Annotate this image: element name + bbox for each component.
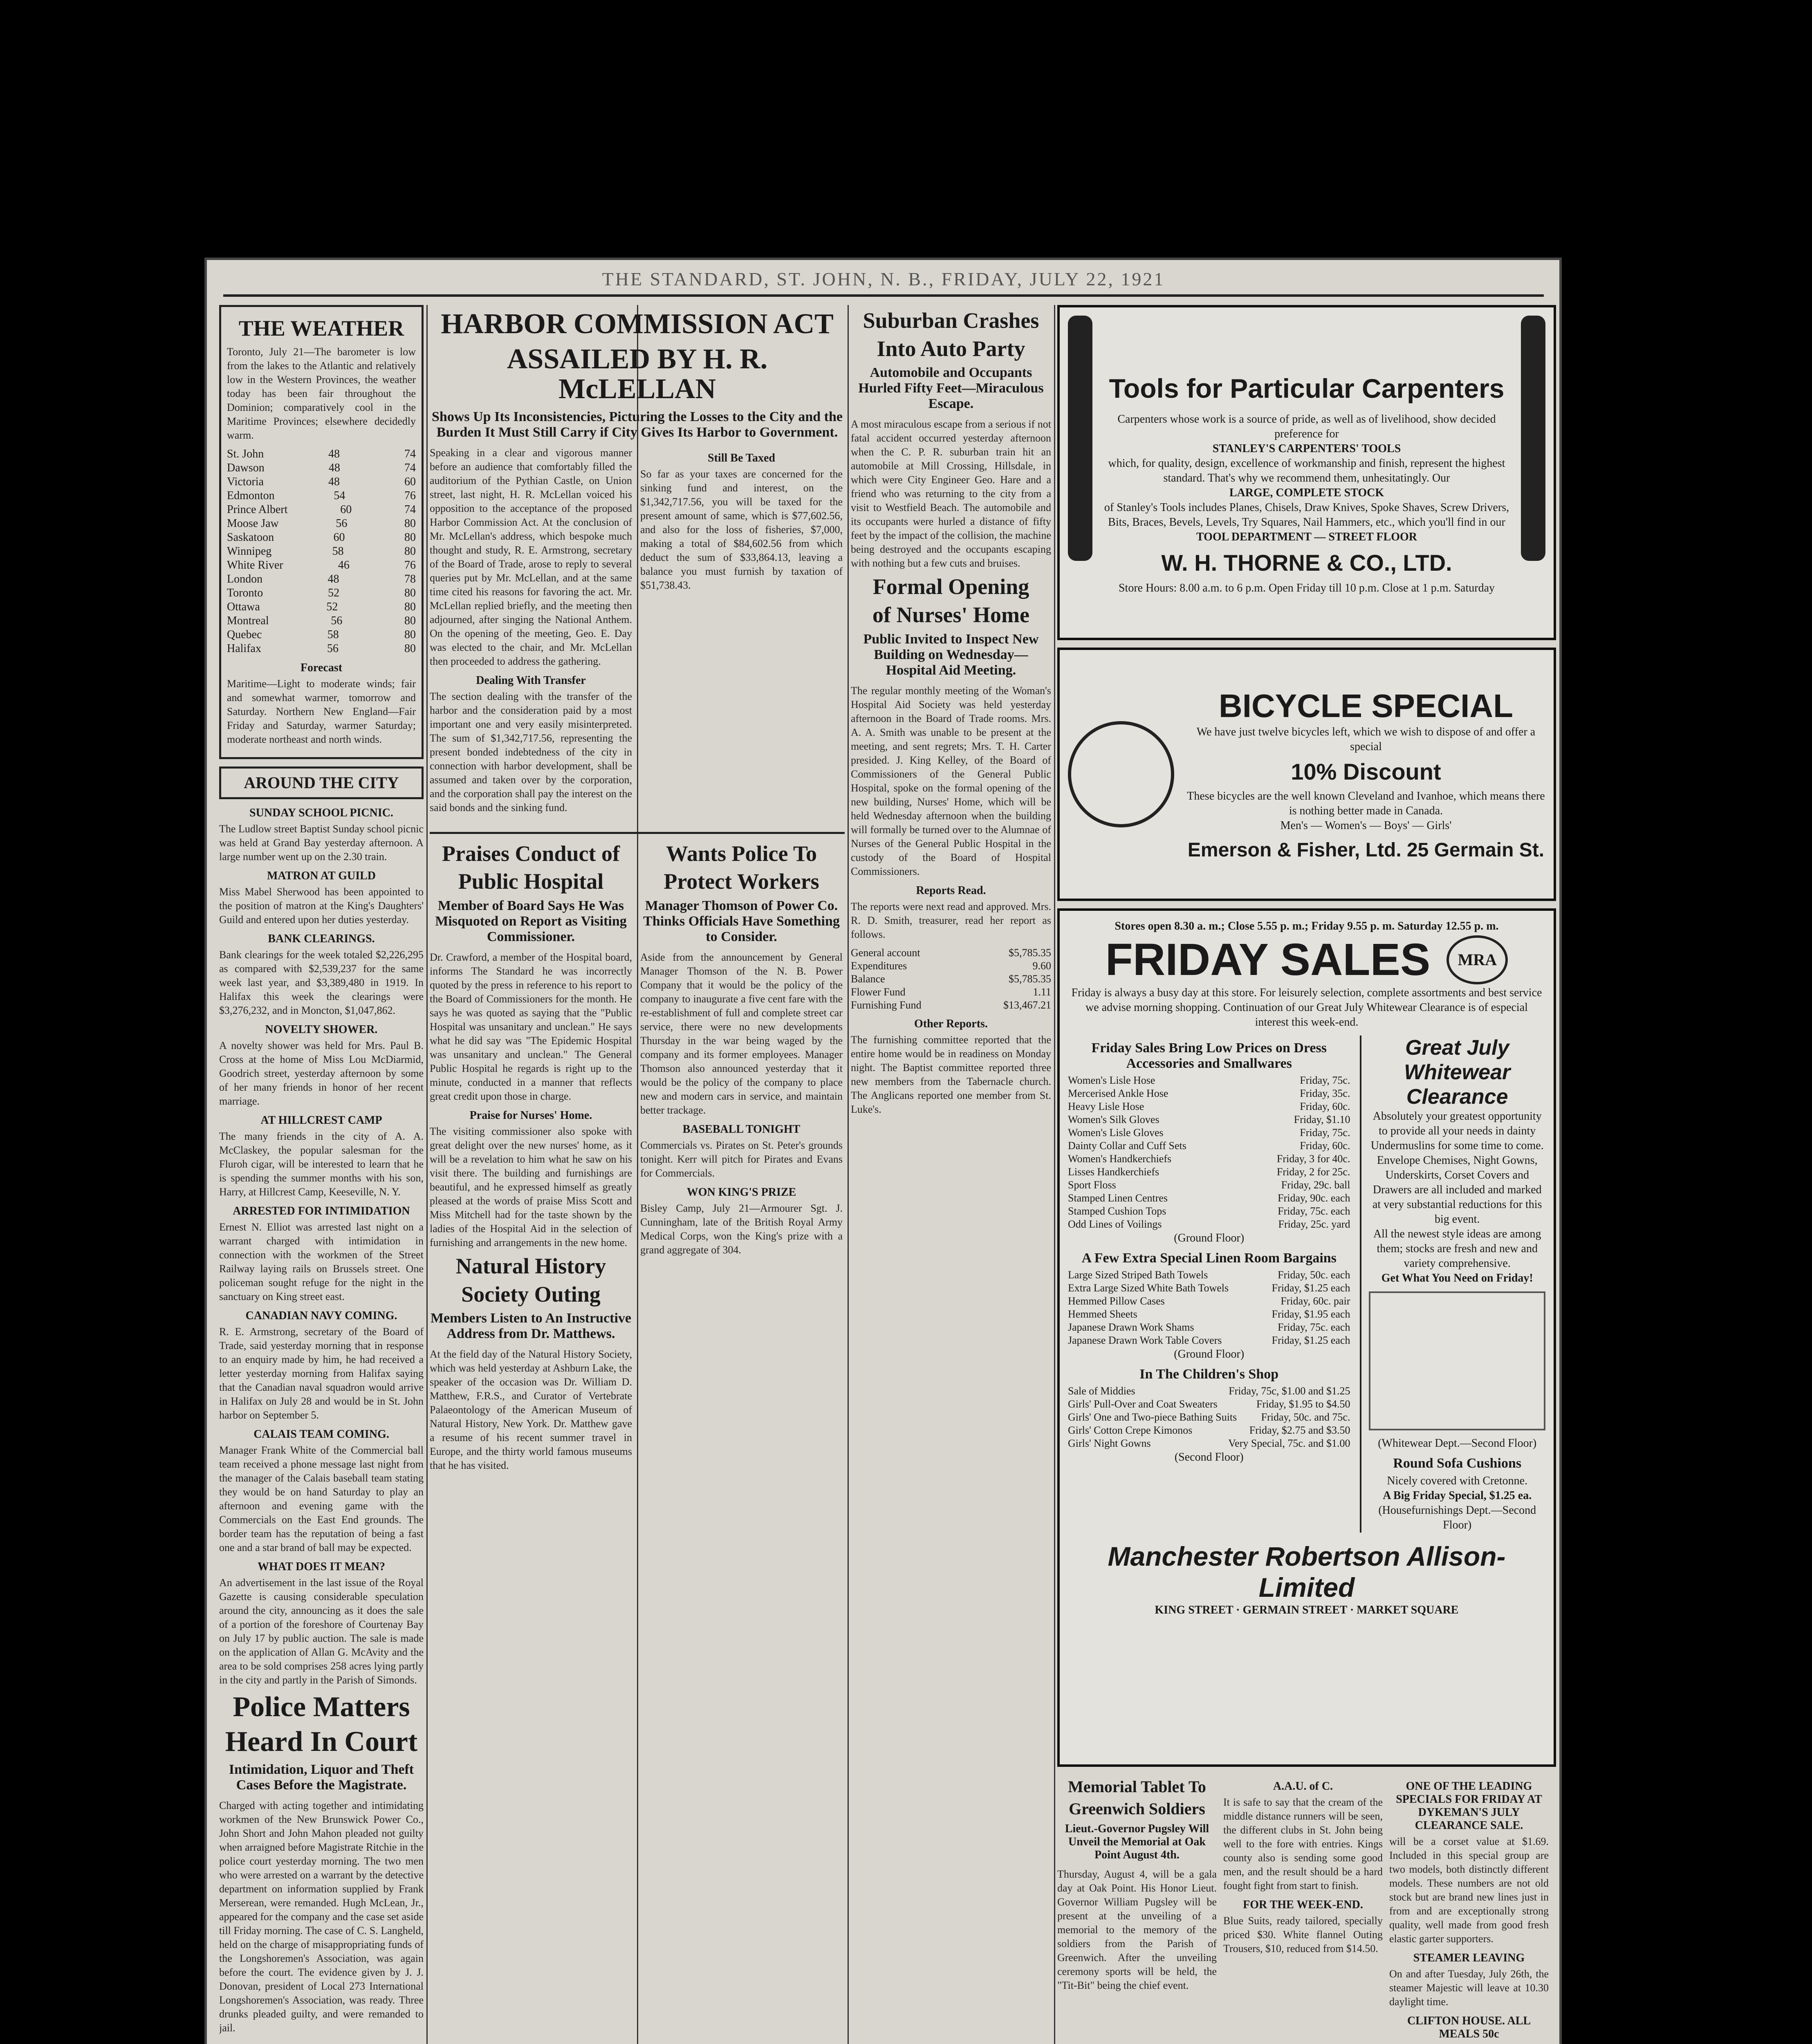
weather-cell: 76 xyxy=(404,558,416,572)
sale-item-price: Friday, 75c. xyxy=(1300,1074,1350,1086)
praises-sub2: Praise for Nurses' Home. xyxy=(469,1109,592,1122)
praises-body: Dr. Crawford, a member of the Hospital board, informs The Standard he was incorrectly quoted by the press in reference to his report to the Board of Commissioners for the month. He says he was quoted as saying that the "Public Hospital was unsanitary and unclean." He says what he did say was "The Epidemic Hospital was unsanitary and unclean." The General Public Hospital he regards is right up to the minute, conducted in a manner that reflects great credit upon those in charge. xyxy=(430,951,632,1102)
bicycle-body: We have just twelve bicycles left, which we wish to dispose of and offer a special xyxy=(1196,726,1536,753)
weather-cell: 74 xyxy=(404,503,416,516)
harbor-sub2: Dealing With Transfer xyxy=(476,674,586,687)
weather-cell: 46 xyxy=(338,558,350,572)
weather-row xyxy=(227,572,416,586)
friday-items-3 xyxy=(1068,1385,1350,1450)
memorial-headline: Memorial Tablet To xyxy=(1068,1777,1206,1796)
sale-item-name: Women's Handkerchiefs xyxy=(1068,1153,1172,1165)
sale-item-price: Friday, 75c. each xyxy=(1278,1321,1350,1333)
praises-headline-2: Public Hospital xyxy=(458,869,604,894)
city-item-body: An advertisement in the last issue of the Royal Gazette is causing considerable speculation around the city, announcing as it does the sale of a portion of the foreshore of Courtenay Bay on July 17 by public auction. The sale is made on the application of Allan G. McAvity and the area to be sold comprises 258 acres lying partly in the city and partly in the Parish of Simonds. xyxy=(219,1576,424,1686)
finance-label: General account xyxy=(851,946,920,959)
finance-row xyxy=(851,986,1051,999)
sale-item-price: Friday, 75c. each xyxy=(1278,1205,1350,1217)
sale-item-price: Friday, 2 for 25c. xyxy=(1276,1166,1350,1178)
sale-item xyxy=(1068,1165,1350,1179)
bicycle-icon xyxy=(1068,721,1174,827)
weather-cell: Winnipeg xyxy=(227,545,272,558)
city-item-heading: SUNDAY SCHOOL PICNIC. xyxy=(249,806,393,819)
sale-item-name: Mercerised Ankle Hose xyxy=(1068,1087,1168,1099)
police-headline: Police Matters xyxy=(233,1691,410,1723)
sale-item xyxy=(1068,1398,1350,1411)
finance-table xyxy=(851,946,1051,1012)
harbor-sub3: Still Be Taxed xyxy=(708,451,775,464)
sofa-price: A Big Friday Special, $1.25 ea. xyxy=(1383,1489,1532,1502)
finance-label: Flower Fund xyxy=(851,986,906,998)
lower-columns xyxy=(430,832,845,1478)
weather-row xyxy=(227,545,416,558)
nurses-headline-2: of Nurses' Home xyxy=(872,603,1029,628)
weather-row xyxy=(227,531,416,545)
harbor-body-2: The section dealing with the transfer of the harbor and the consideration paid by a most important one and very easily misinterpreted. The sum of $1,342,717.56, representing the present bonded indebtedness of the city in connection with harbor development, shall be assumed and taken over by the corporation, and the corporation shall pay the interest on the said bonds and the sinking fund. xyxy=(430,690,632,814)
whitewear-column xyxy=(1360,1035,1545,1533)
sale-item-price: Friday, $1.25 each xyxy=(1272,1334,1350,1346)
sale-item-name: Women's Lisle Hose xyxy=(1068,1074,1155,1086)
weather-cell: 76 xyxy=(404,489,416,502)
city-item-heading: ARRESTED FOR INTIMIDATION xyxy=(233,1204,410,1217)
weather-cell: 52 xyxy=(328,586,340,599)
weather-cell: White River xyxy=(227,558,283,572)
weather-cell: Moose Jaw xyxy=(227,517,279,530)
city-items xyxy=(219,807,424,1687)
friday-intro: Friday is always a busy day at this store. For leisurely selection, complete assortments and best service we advise morning shopping. Continuation of our Great July Whitewear Clearance is of especial interest this week-end. xyxy=(1071,986,1542,1029)
nurses-sub2: Reports Read. xyxy=(916,884,986,897)
harbor-subhead: Shows Up Its Inconsistencies, Picturing the Losses to the City and the Burden It Must Still Carry if City Gives Its Harbor to Government. xyxy=(432,409,843,440)
harbor-headline-2: ASSAILED BY H. R. McLELLAN xyxy=(507,343,768,405)
praises-article xyxy=(430,838,632,1478)
suburban-subhead: Automobile and Occupants Hurled Fifty Feet—Miraculous Escape. xyxy=(858,365,1044,412)
city-item-body: The many friends in the city of A. A. McClaskey, the popular salesman for the Fluroh cigar, will be interested to learn that he is spending the summer months with his son, Harry, at Hillcrest Camp, Keeseville, N. Y. xyxy=(219,1130,424,1198)
sale-item xyxy=(1068,1308,1350,1321)
weather-cell: 56 xyxy=(331,614,343,627)
sale-item xyxy=(1068,1269,1350,1282)
weather-cell: 80 xyxy=(404,628,416,641)
bicycle-company: Emerson & Fisher, Ltd. 25 Germain St. xyxy=(1187,839,1545,861)
sale-item-name: Girls' Night Gowns xyxy=(1068,1437,1151,1449)
weather-cell: 80 xyxy=(404,642,416,655)
tools-body: Carpenters whose work is a source of pride, as well as of livelihood, show decided preference for xyxy=(1117,413,1496,440)
tools-body-2: which, for quality, design, excellence of workmanship and finish, represent the highest standard. That's why we recommend them, unhesitatingly. Our xyxy=(1108,457,1505,484)
tools-company: W. H. THORNE & CO., LTD. xyxy=(1161,550,1452,576)
weather-cell: 56 xyxy=(336,517,348,530)
sale-item-price: Friday, 25c. yard xyxy=(1278,1218,1350,1230)
mra-streets: KING STREET · GERMAIN STREET · MARKET SQUARE xyxy=(1155,1604,1459,1616)
sale-item xyxy=(1068,1179,1350,1192)
weather-cell: Montreal xyxy=(227,614,269,627)
sale-item-name: Sport Floss xyxy=(1068,1179,1116,1191)
bicycle-kinds: Men's — Women's — Boys' — Girls' xyxy=(1280,819,1452,832)
police2-article xyxy=(640,838,843,1478)
city-header: AROUND THE CITY xyxy=(219,766,424,799)
harbor-headline: HARBOR COMMISSION ACT xyxy=(441,308,834,340)
police2-headline-2: Protect Workers xyxy=(664,869,819,894)
weather-row xyxy=(227,447,416,461)
weather-cell: Quebec xyxy=(227,628,262,641)
weather-cell: 74 xyxy=(404,447,416,460)
sofa-title: Round Sofa Cushions xyxy=(1393,1456,1522,1471)
dykeman-body: will be a corset value at $1.69. Included in this special group are two models, both distinctly different models. These numbers are not old stock but are brand new lines just in from and are exceptionally strong quality, well made from good fresh elastic garter supporters. xyxy=(1389,1836,1549,1945)
steamer-title: STEAMER LEAVING xyxy=(1413,1952,1525,1964)
friday-hours: Stores open 8.30 a. m.; Close 5.55 p. m.; Friday 9.55 p. m. Saturday 12.55 p. m. xyxy=(1115,920,1499,932)
nurses-body-2: The reports were next read and approved. Mrs. R. D. Smith, treasurer, read her report as follows. xyxy=(851,900,1051,940)
weather-cell: 48 xyxy=(328,475,340,488)
city-item-heading: NOVELTY SHOWER. xyxy=(265,1023,378,1036)
harbor-body: Speaking in a clear and vigorous manner before an audience that comfortably filled the auditorium of the Pythian Castle, on Union street, last night, H. R. McLellan voiced his opposition to the acceptance of the proposed Harbor Commission Act. At the conclusion of Mr. McLellan's address, which bespoke much thought and study, R. E. Armstrong, secretary of the Board of Trade, arose to reply to several queries put by Mr. McLellan, and at the same time cited his reasons for favoring the act. Mr. McLellan replied briefly, and the meeting then adjourned, after singing the National Anthem. On the opening of the meeting, Geo. E. Day was elected to the chair, and Mr. McLellan then proceeded to address the gathering. xyxy=(430,446,632,667)
sale-item-price: Friday, 90c. each xyxy=(1278,1192,1350,1204)
newspaper-page xyxy=(204,258,1562,2044)
forecast-title: Forecast xyxy=(300,661,343,674)
clifton-house: CLIFTON HOUSE. ALL MEALS 50c xyxy=(1407,2015,1531,2040)
kings-prize-title: WON KING'S PRIZE xyxy=(686,1186,796,1199)
sale-item-name: Lisses Handkerchiefs xyxy=(1068,1166,1159,1178)
sale-item-name: Stamped Linen Centres xyxy=(1068,1192,1168,1204)
friday-left xyxy=(1068,1035,1350,1533)
city-item-body: Bank clearings for the week totaled $2,226,295 as compared with $2,539,237 for the same week last year, and $3,389,480 in 1919. In Halifax this week the clearings were $3,276,232, and in Moncton, $1,047,862. xyxy=(219,948,424,1016)
weather-row xyxy=(227,503,416,517)
weather-cell: 48 xyxy=(328,447,340,460)
sale-item xyxy=(1068,1218,1350,1231)
sale-item xyxy=(1068,1385,1350,1398)
finance-label: Furnishing Fund xyxy=(851,999,922,1011)
kings-prize-body: Bisley Camp, July 21—Armourer Sgt. J. Cunningham, late of the British Royal Army Medical Corps, won the King's prize with a grand aggregate of 304. xyxy=(640,1202,843,1256)
friday-sec3: In The Children's Shop xyxy=(1139,1367,1279,1382)
weather-cell: Halifax xyxy=(227,642,261,655)
weather-cell: 56 xyxy=(327,642,339,655)
dykeman-article xyxy=(1389,1774,1549,2043)
weather-cell: Toronto xyxy=(227,586,263,599)
sale-item-name: Extra Large Sized White Bath Towels xyxy=(1068,1282,1229,1294)
column-4 xyxy=(851,305,1051,1121)
weather-cell: 60 xyxy=(404,475,416,488)
weather-row xyxy=(227,628,416,642)
weather-cell: St. John xyxy=(227,447,264,460)
sale-item-name: Girls' Cotton Crepe Kimonos xyxy=(1068,1424,1193,1436)
finance-amount: $13,467.21 xyxy=(1003,999,1051,1011)
sale-item-name: Stamped Cushion Tops xyxy=(1068,1205,1166,1217)
bicycle-title: BICYCLE SPECIAL xyxy=(1218,688,1514,724)
weather-cell: 58 xyxy=(327,628,339,641)
sale-item-name: Dainty Collar and Cuff Sets xyxy=(1068,1140,1186,1152)
dykeman-title: ONE OF THE LEADING SPECIALS FOR FRIDAY AT DYKEMAN'S JULY CLEARANCE SALE. xyxy=(1396,1780,1542,1832)
suburban-headline-2: Into Auto Party xyxy=(877,336,1025,361)
finance-row xyxy=(851,999,1051,1012)
city-item-body: A novelty shower was held for Mrs. Paul B. Cross at the home of Miss Lou McDiarmid, Goodrich street, yesterday afternoon by some of her many friends in honor of her recent marriage. xyxy=(219,1039,424,1107)
natural-headline: Natural History xyxy=(455,1253,606,1278)
sale-item-price: Friday, 60c. pair xyxy=(1281,1295,1350,1307)
sale-item-name: Japanese Drawn Work Shams xyxy=(1068,1321,1194,1333)
friday-floor1: (Ground Floor) xyxy=(1174,1232,1245,1244)
harbor-columns xyxy=(430,446,845,820)
sale-item xyxy=(1068,1205,1350,1218)
weather-cell: 80 xyxy=(404,614,416,627)
weather-table xyxy=(227,447,416,656)
sale-item xyxy=(1068,1152,1350,1165)
friday-items-1 xyxy=(1068,1074,1350,1231)
finance-label: Balance xyxy=(851,973,885,985)
city-item-heading: CALAIS TEAM COMING. xyxy=(253,1428,389,1441)
sale-item-price: Friday, $1.95 each xyxy=(1272,1308,1350,1320)
weekend-body: Blue Suits, ready tailored, specially priced $30. White flannel Outing Trousers, $10, reduced from $14.50. xyxy=(1223,1915,1383,1954)
praises-headline: Praises Conduct of xyxy=(442,841,620,866)
tool-icon xyxy=(1521,316,1545,561)
weather-cell: 60 xyxy=(340,503,352,516)
sale-item-price: Friday, 50c. each xyxy=(1278,1269,1350,1281)
friday-sec1: Friday Sales Bring Low Prices on Dress Accessories and Smallwares xyxy=(1091,1040,1327,1071)
weather-cell: Saskatoon xyxy=(227,531,274,544)
finance-amount: $5,785.35 xyxy=(1009,973,1051,985)
sale-item xyxy=(1068,1100,1350,1113)
police2-headline: Wants Police To xyxy=(666,841,817,866)
whitewear-title: Great July Whitewear Clearance xyxy=(1404,1036,1511,1109)
finance-row xyxy=(851,959,1051,973)
sale-item-price: Friday, 3 for 40c. xyxy=(1276,1153,1350,1165)
natural-headline-2: Society Outing xyxy=(461,1282,601,1307)
weather-cell: Edmonton xyxy=(227,489,275,502)
bicycle-discount: 10% Discount xyxy=(1291,759,1441,784)
whitewear-body-2: All the newest style ideas are among them; stocks are fresh and new and variety comprehensive. xyxy=(1373,1228,1541,1270)
weather-cell: 78 xyxy=(404,572,416,585)
city-item-heading: CANADIAN NAVY COMING. xyxy=(245,1309,397,1322)
city-item-body: The Ludlow street Baptist Sunday school picnic was held at Grand Bay yesterday afternoon. A large number went up on the 2.30 train. xyxy=(219,823,424,863)
weather-row xyxy=(227,600,416,614)
tools-stock: LARGE, COMPLETE STOCK xyxy=(1229,486,1384,499)
sale-item-name: Hemmed Sheets xyxy=(1068,1308,1137,1320)
memorial-body: Thursday, August 4, will be a gala day at Oak Point. His Honor Lieut. Governor William Pugsley will be present at the unveiling of a memorial to the memory of the soldiers from the Parish of Greenwich. After the unveiling ceremony sports will be held, the "Tit-Bit" being the chief event. xyxy=(1057,1868,1217,1991)
sale-item-price: Friday, 60c. xyxy=(1300,1140,1350,1152)
sale-item xyxy=(1068,1334,1350,1347)
weather-title: THE WEATHER xyxy=(238,316,404,341)
tools-dept: TOOL DEPARTMENT — STREET FLOOR xyxy=(1196,531,1417,543)
weather-cell: 60 xyxy=(333,531,345,544)
finance-amount: 1.11 xyxy=(1033,986,1051,998)
city-item-heading: MATRON AT GUILD xyxy=(267,869,376,882)
sale-item-price: Friday, 29c. ball xyxy=(1281,1179,1350,1191)
nurses-body-3: The furnishing committee reported that the entire home would be in readiness on Monday night. The Baptist committee reported three new members from the Tabernacle church. The Anglicans reported one member from St. Luke's. xyxy=(851,1033,1051,1115)
natural-body: At the field day of the Natural History Society, which was held yesterday at Ashburn Lake, the speaker of the occasion was Dr. William D. Matthew, F.R.S., and Curator of Vertebrate Palaeontology of the American Museum of Natural History, New York. Dr. Matthew gave a resume of his recent summer travel in Europe, and the thirty world famous museums that he has visited. xyxy=(430,1348,632,1472)
column-rule xyxy=(1054,305,1055,2044)
sale-item-price: Friday, $1.95 to $4.50 xyxy=(1256,1398,1350,1410)
sale-item-price: Friday, $2.75 and $3.50 xyxy=(1249,1424,1350,1436)
sale-item xyxy=(1068,1113,1350,1126)
mra-logo: MRA xyxy=(1446,935,1508,984)
police-body: Charged with acting together and intimidating workmen of the New Brunswick Power Co., John Short and John Mahon pleaded not guilty when arraigned before Magistrate Ritchie in the police court yesterday morning. The two men who were arrested on a warrant by the detective department on information supplied by Frank Merserean, were remanded. Hugh McLean, Jr., appeared for the company and the case set aside till Friday morning. The case of C. S. Langheld, held on the charge of misappropriating funds of the Longshoremen's Association, was again before the court. The evidence given by J. J. Donovan, president of Local 273 International Longshoremen's Association, was ready. Three drunks pleaded guilty, and were remanded to jail. xyxy=(219,1799,424,2034)
weather-cell: 48 xyxy=(328,461,340,474)
column-2 xyxy=(430,305,845,1477)
memorial-headline-2: Greenwich Soldiers xyxy=(1069,1800,1205,1818)
finance-amount: 9.60 xyxy=(1032,959,1051,972)
weather-row xyxy=(227,558,416,572)
sale-item xyxy=(1068,1074,1350,1087)
police-subhead: Intimidation, Liquor and Theft Cases Before the Magistrate. xyxy=(229,1762,414,1793)
finance-row xyxy=(851,946,1051,959)
bicycle-body-2: These bicycles are the well known Cleveland and Ivanhoe, which means there is nothing better made in Canada. xyxy=(1187,790,1545,817)
sale-item-name: Girls' Pull-Over and Coat Sweaters xyxy=(1068,1398,1218,1410)
sale-item xyxy=(1068,1295,1350,1308)
tool-icon xyxy=(1068,316,1092,561)
sale-item xyxy=(1068,1411,1350,1424)
sale-item-price: Friday, 50c. and 75c. xyxy=(1261,1411,1350,1423)
natural-subhead: Members Listen to An Instructive Address from Dr. Matthews. xyxy=(430,1311,632,1342)
city-item-body: Ernest N. Elliot was arrested last night on a warrant charged with intimidation in connection with the workmen of the Street Railway laying rails on Brussels street. One policeman sought refuge for the night in the sanctuary on King street east. xyxy=(219,1221,424,1302)
baseball-title: BASEBALL TONIGHT xyxy=(682,1123,801,1136)
sale-item xyxy=(1068,1126,1350,1139)
police2-subhead: Manager Thomson of Power Co. Thinks Officials Have Something to Consider. xyxy=(643,898,840,944)
tools-ad xyxy=(1057,305,1556,640)
column-rule xyxy=(426,305,428,2044)
weather-cell: 48 xyxy=(327,572,339,585)
city-item-body: Manager Frank White of the Commercial ball team received a phone message last night from the manager of the Calais baseball team stating they would be on hand Saturday to play an afternoon and evening game with the Commercials on the East End grounds. The border team has the reputation of being a fast one and a star brand of ball may be expected. xyxy=(219,1444,424,1553)
city-item-body: Miss Mabel Sherwood has been appointed to the position of matron at the King's Daughters' Guild and entered upon her duties yesterday. xyxy=(219,885,424,926)
weather-row xyxy=(227,489,416,503)
forecast-text: Maritime—Light to moderate winds; fair and somewhat warmer, tomorrow and Saturday. Northern New England—Fair Friday and Saturday, warmer Saturday; moderate northeast and north winds. xyxy=(227,677,416,745)
sale-item-price: Friday, 75c. xyxy=(1300,1127,1350,1139)
sale-item-price: Friday, $1.10 xyxy=(1294,1114,1350,1125)
tools-body-3: of Stanley's Tools includes Planes, Chisels, Draw Knives, Spoke Shaves, Screw Drivers, Bits, Braces, Bevels, Levels, Try Squares, Nail Hammers, etc., which you'll find in our xyxy=(1104,501,1509,529)
sale-item-name: Japanese Drawn Work Table Covers xyxy=(1068,1334,1222,1346)
friday-floor3: (Second Floor) xyxy=(1174,1451,1244,1464)
sale-item-name: Women's Silk Gloves xyxy=(1068,1114,1159,1125)
sale-item xyxy=(1068,1282,1350,1295)
tools-brand: STANLEY'S CARPENTERS' TOOLS xyxy=(1212,442,1401,455)
bicycle-ad xyxy=(1057,648,1556,901)
aauc-title: A.A.U. of C. xyxy=(1273,1780,1333,1793)
weather-cell: 80 xyxy=(404,517,416,530)
weather-cell: 80 xyxy=(404,545,416,558)
sale-item-price: Friday, 60c. xyxy=(1300,1100,1350,1112)
weather-cell: 80 xyxy=(404,531,416,544)
weekend-title: FOR THE WEEK-END. xyxy=(1243,1898,1363,1911)
finance-label: Expenditures xyxy=(851,959,907,972)
friday-sec2: A Few Extra Special Linen Room Bargains xyxy=(1081,1251,1337,1266)
city-item-body: R. E. Armstrong, secretary of the Board of Trade, said yesterday morning that in response to an enquiry made by him, he had received a letter yesterday morning from Halifax saying that the Canadian naval squadron would arrive in Halifax on July 28 and would be in St. John harbor on September 5. xyxy=(219,1325,424,1421)
sale-item-price: Friday, $1.25 each xyxy=(1272,1282,1350,1294)
sale-item xyxy=(1068,1139,1350,1152)
aauc-article xyxy=(1223,1774,1383,2043)
nurses-body: The regular monthly meeting of the Woman's Hospital Aid Society was held yesterday afternoon in the Board of Trade rooms. Mrs. A. A. Smith was unable to be present at the meeting, and sent regrets; Mrs. T. H. Carter presided. J. King Kelley, of the Board of Commissioners of the General Public Hospital, spoke on the formal opening of the new building, Nurses' Home, which will be held Wednesday afternoon when the building will formally be turned over to the Alumnae of Nurses of the General Public Hospital in the custody of the Board of Hospital Commissioners. xyxy=(851,684,1051,877)
sofa-body: Nicely covered with Cretonne. xyxy=(1387,1475,1528,1487)
sale-item xyxy=(1068,1192,1350,1205)
whitewear-illustration xyxy=(1369,1291,1545,1430)
suburban-body: A most miraculous escape from a serious if not fatal accident occurred yesterday afternoon when the C. P. R. suburban train hit an automobile at Mill Crossing, Hillsdale, in which were City Engineer Geo. Hare and a friend who was returning to the city from a visit to Westfield Beach. The automobile and its occupants were hurled a distance of fifty feet by the impact of the collision, the machine being destroyed and the occupants escaping with nothing but a few cuts and bruises. xyxy=(851,418,1051,569)
friday-sales-ad xyxy=(1057,908,1556,1767)
nurses-headline: Formal Opening xyxy=(872,574,1029,599)
police2-body: Aside from the announcement by General Manager Thomson of the N. B. Power Company that it would be the policy of the company to inaugurate a five cent fare with the re-establishment of full and complete street car service, there were no new developments Thursday in the war being waged by the company and its former employees. Manager Thomson also announced yesterday that it would be the policy of the company to place new and modern cars in service, and maintain better trackage. xyxy=(640,951,843,1116)
memorial-subhead: Lieut.-Governor Pugsley Will Unveil the Memorial at Oak Point August 4th. xyxy=(1065,1822,1209,1861)
finance-row xyxy=(851,973,1051,986)
sale-item xyxy=(1068,1321,1350,1334)
city-item-heading: WHAT DOES IT MEAN? xyxy=(258,1560,385,1573)
baseball-body: Commercials vs. Pirates on St. Peter's grounds tonight. Kerr will pitch for Pirates and Evans for Commercials. xyxy=(640,1139,843,1179)
weather-cell: 52 xyxy=(326,600,338,613)
sale-item-price: Friday, 75c, $1.00 and $1.25 xyxy=(1229,1385,1350,1397)
weather-cell: Ottawa xyxy=(227,600,260,613)
weather-cell: Victoria xyxy=(227,475,264,488)
sale-item-name: Sale of Middies xyxy=(1068,1385,1135,1397)
sale-item xyxy=(1068,1424,1350,1437)
tools-title: Tools for Particular Carpenters xyxy=(1109,373,1505,403)
weather-row xyxy=(227,461,416,475)
weather-row xyxy=(227,586,416,600)
weather-cell: 80 xyxy=(404,586,416,599)
column-1 xyxy=(219,305,424,2040)
suburban-headline: Suburban Crashes xyxy=(863,308,1039,333)
bottom-row xyxy=(1057,1774,1556,2043)
sale-item xyxy=(1068,1087,1350,1100)
police-headline-2: Heard In Court xyxy=(225,1726,418,1758)
memorial-article xyxy=(1057,1774,1217,2043)
friday-floor2: (Ground Floor) xyxy=(1174,1348,1245,1360)
tools-hours: Store Hours: 8.00 a.m. to 6 p.m. Open Friday till 10 p.m. Close at 1 p.m. Saturday xyxy=(1118,582,1495,594)
sale-item xyxy=(1068,1437,1350,1450)
harbor-body-3: So far as your taxes are concerned for the sinking fund and interest, on the $1,342,717.56, you will be taxed for the present amount of same, which is $77,602.56, and also for the loss of fisheries, $7,000, making a total of $84,602.56 from which deduct the sum of $33,864.13, leaving a balance you must furnish by taxation of $51,738.43. xyxy=(640,468,843,591)
sale-item-name: Odd Lines of Voilings xyxy=(1068,1218,1162,1230)
whitewear-floor: (Whitewear Dept.—Second Floor) xyxy=(1378,1437,1537,1450)
sale-item-name: Heavy Lisle Hose xyxy=(1068,1100,1144,1112)
friday-title: FRIDAY SALES xyxy=(1105,935,1431,985)
sale-item-name: Hemmed Pillow Cases xyxy=(1068,1295,1165,1307)
weather-cell: 80 xyxy=(404,600,416,613)
whitewear-need: Get What You Need on Friday! xyxy=(1381,1272,1533,1284)
sale-item-name: Large Sized Striped Bath Towels xyxy=(1068,1269,1208,1281)
sale-item-name: Women's Lisle Gloves xyxy=(1068,1127,1164,1139)
whitewear-body: Absolutely your greatest opportunity to provide all your needs in dainty Undermuslins for some time to come. Envelope Chemises, Night Gowns, Underskirts, Corset Covers and Drawers are all included and marked at very substantial reductions for this big event. xyxy=(1370,1110,1544,1226)
city-item-heading: BANK CLEARINGS. xyxy=(268,932,375,945)
sale-item-name: Girls' One and Two-piece Bathing Suits xyxy=(1068,1411,1237,1423)
friday-items-2 xyxy=(1068,1269,1350,1347)
mra-company: Manchester Robertson Allison-Limited xyxy=(1108,1541,1506,1602)
sofa-floor: (Housefurnishings Dept.—Second Floor) xyxy=(1378,1504,1536,1531)
steamer-body: On and after Tuesday, July 26th, the steamer Majestic will leave at 10.30 daylight time. xyxy=(1389,1968,1549,2008)
column-rule xyxy=(848,305,849,2044)
weather-cell: 74 xyxy=(404,461,416,474)
weather-row xyxy=(227,517,416,531)
sale-item-price: Friday, 35c. xyxy=(1300,1087,1350,1099)
nurses-sub3: Other Reports. xyxy=(914,1017,988,1030)
weather-box xyxy=(219,305,424,759)
nurses-subhead: Public Invited to Inspect New Building on Wednesday—Hospital Aid Meeting. xyxy=(863,631,1039,678)
sale-item-price: Very Special, 75c. and $1.00 xyxy=(1228,1437,1350,1449)
weather-cell: London xyxy=(227,572,263,585)
praises-body-2: The visiting commissioner also spoke with great delight over the new nurses' home, as it will be a revelation to him what he saw on his visit there. The building and furnishings are beautiful, and he expressed himself as greatly pleased at the words of praise Miss Scott and Miss Mitchell had for the taste shown by the ladies of the Hospital Aid in the selection of furnishing and arrangements in the new home. xyxy=(430,1125,632,1248)
weather-cell: Dawson xyxy=(227,461,265,474)
finance-amount: $5,785.35 xyxy=(1009,946,1051,959)
harbor-left xyxy=(430,446,632,820)
praises-subhead: Member of Board Says He Was Misquoted on Report as Visiting Commissioner. xyxy=(435,898,627,944)
weather-cell: Prince Albert xyxy=(227,503,288,516)
harbor-right xyxy=(640,446,843,820)
ads-column xyxy=(1057,305,1556,2043)
weather-row xyxy=(227,642,416,656)
weather-cell: 54 xyxy=(334,489,345,502)
weather-cell: 58 xyxy=(332,545,344,558)
weather-intro: Toronto, July 21—The barometer is low from the lakes to the Atlantic and relatively low in the Western Provinces, the weather today has been fair throughout the Dominion; comparatively cool in the Maritime Provinces; elsewhere decidedly warm. xyxy=(227,345,416,441)
city-item-heading: AT HILLCREST CAMP xyxy=(260,1114,382,1127)
weather-row xyxy=(227,475,416,489)
masthead: THE STANDARD, ST. JOHN, N. B., FRIDAY, JULY 22, 1921 xyxy=(223,268,1544,297)
weather-row xyxy=(227,614,416,628)
aauc-body: It is safe to say that the cream of the middle distance runners will be seen, the different clubs in St. John being well to the fore with entries. Kings county also is sending some good men, and the result should be a hard fought fight from start to finish. xyxy=(1223,1796,1383,1892)
